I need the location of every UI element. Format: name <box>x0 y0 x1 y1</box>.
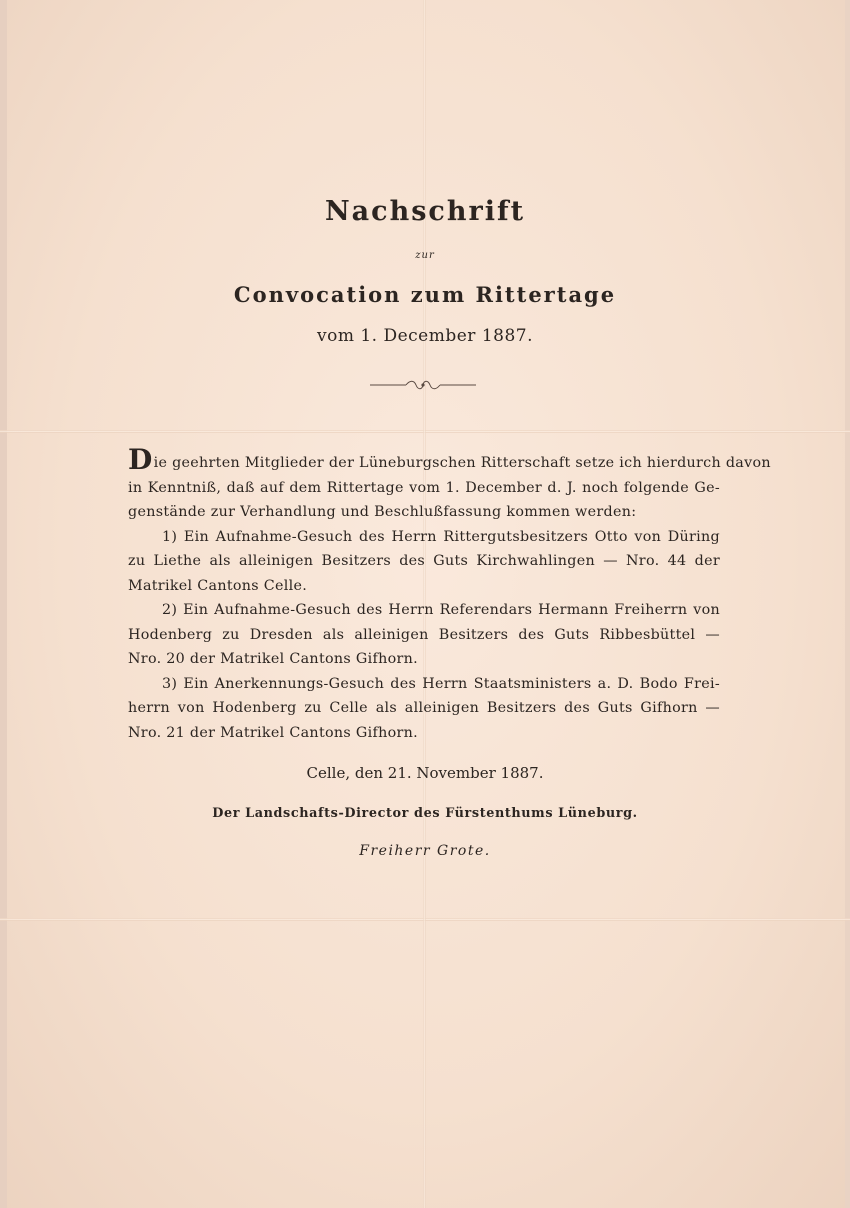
body-line: in Kenntniß, daß auf dem Rittertage vom 1. December d. J. noch folgende Ge- <box>128 479 720 496</box>
item-2-line: 2) Ein Aufnahme-Gesuch des Herrn Referendars Hermann Freiherrn von <box>162 602 720 618</box>
item-2-line: Nro. 20 der Matrikel Cantons Gifhorn. <box>128 651 418 667</box>
title-connector: zur <box>415 250 435 261</box>
document-subtitle: Convocation zum Rittertage <box>233 282 617 307</box>
document-title: Nachschrift <box>324 196 526 227</box>
item-3-line: Nro. 21 der Matrikel Cantons Gifhorn. <box>128 724 418 741</box>
paper-edge-right <box>845 0 850 1208</box>
signer-title: Der Landschafts-Director des Fürstenthums Lüneburg. <box>212 806 638 821</box>
document-date: vom 1. December 1887. <box>316 326 534 346</box>
item-1-line: zu Liethe als alleinigen Besitzers des Guts Kirchwahlingen — Nro. 44 der <box>128 553 720 569</box>
drop-initial: D <box>128 443 153 476</box>
body-paragraph <box>128 443 771 745</box>
body-line: Die geehrten Mitglieder der Lüneburgschen Ritterschaft setze ich hierdurch davon <box>128 443 771 476</box>
signer-name: Freiherr Grote. <box>359 843 491 859</box>
item-3-line: herrn von Hodenberg zu Celle als alleinigen Besitzers des Guts Gifhorn — <box>128 700 720 716</box>
flourish-divider-icon <box>370 378 476 392</box>
item-1-line: Matrikel Cantons Celle. <box>128 577 308 594</box>
item-3-line: 3) Ein Anerkennungs-Gesuch des Herrn Staatsministers a. D. Bodo Frei- <box>162 675 720 692</box>
item-1-line: 1) Ein Aufnahme-Gesuch des Herrn Rittergutsbesitzers Otto von Düring <box>162 528 720 545</box>
place-date: Celle, den 21. November 1887. <box>306 764 544 782</box>
body-line: genstände zur Verhandlung und Beschlußfassung kommen werden: <box>128 504 637 520</box>
item-2-line: Hodenberg zu Dresden als alleinigen Besitzers des Guts Ribbesbüttel — <box>128 626 720 643</box>
paper-edge-left <box>0 0 7 1208</box>
